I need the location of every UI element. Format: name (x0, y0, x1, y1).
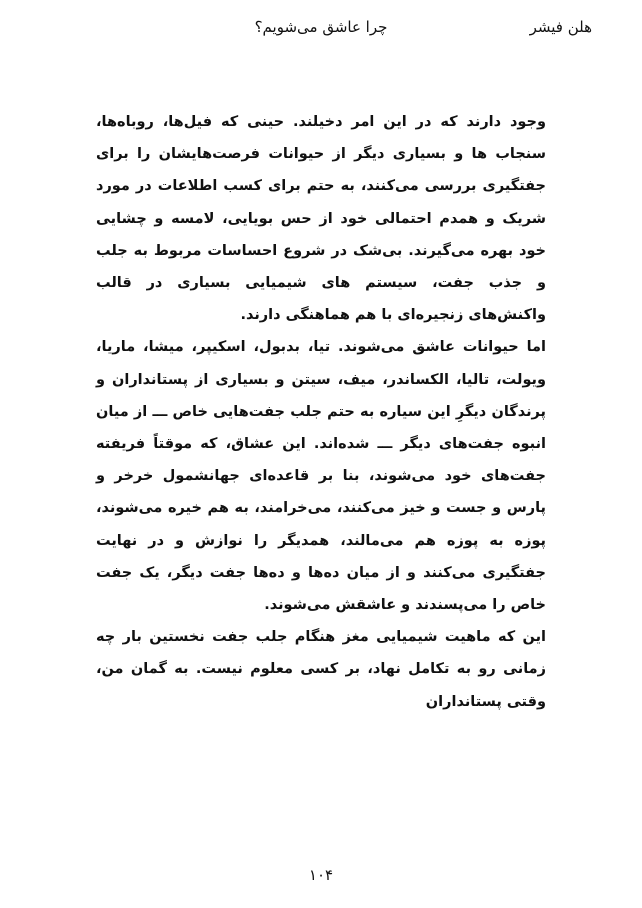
page-body (96, 106, 546, 718)
page-header (50, 18, 592, 44)
paragraph: این که ماهیت شیمیایی مغز هنگام جلب جفت نخستین بار چه زمانی رو به تکامل نهاد، بر کسی معلوم نیست. به گمان من، وقتی پستانداران (96, 629, 546, 710)
paragraph: وجود دارند که در این امر دخیلند. حینی که فیل‌ها، روباه‌ها، سنجاب ها و بسیاری دیگر از حیوانات فرصت‌هایشان را برای جفتگیری بررسی می‌کنند، به حتم برای کسب اطلاعات در مورد شریک و همدم احتمالی خود از حس بویایی، لامسه و چشایی خود بهره می‌گیرند. بی‌شک در شروع احساسات مربوط به جلب و جذب جفت، سیستم های شیمیایی بسیاری در قالب واکنش‌های زنجیره‌ای با هم هماهنگی دارند. (96, 114, 546, 324)
page-number: ۱۰۴ (308, 866, 334, 884)
book-author: هلن فیشر (529, 18, 592, 36)
paragraph: اما حیوانات عاشق می‌شوند. تیا، بدبول، اسکیپر، میشا، ماریا، ویولت، تالیا، الکساندر، میف، سیتن و بسیاری از پستانداران و پرندگان دیگرِ این سیاره به حتم جلب جفت‌هایی خاص ـــ از میان انبوه جفت‌های دیگر ـــ شده‌اند. این عشاق، که موقتاً فریفته جفت‌های خود می‌شوند، بنا بر قاعده‌ای جهانشمول خرخر و پارس و جست و خیز می‌کنند، می‌خرامند، به هم خیره می‌شوند، پوزه به پوزه هم می‌مالند، همدیگر را نوازش و در نهایت جفتگیری می‌کنند و از میان ده‌ها و ده‌ها جفت دیگر، یک جفت خاص را می‌پسندند و عاشقش می‌شوند. (96, 339, 546, 614)
book-title: چرا عاشق می‌شویم؟ (254, 18, 388, 36)
